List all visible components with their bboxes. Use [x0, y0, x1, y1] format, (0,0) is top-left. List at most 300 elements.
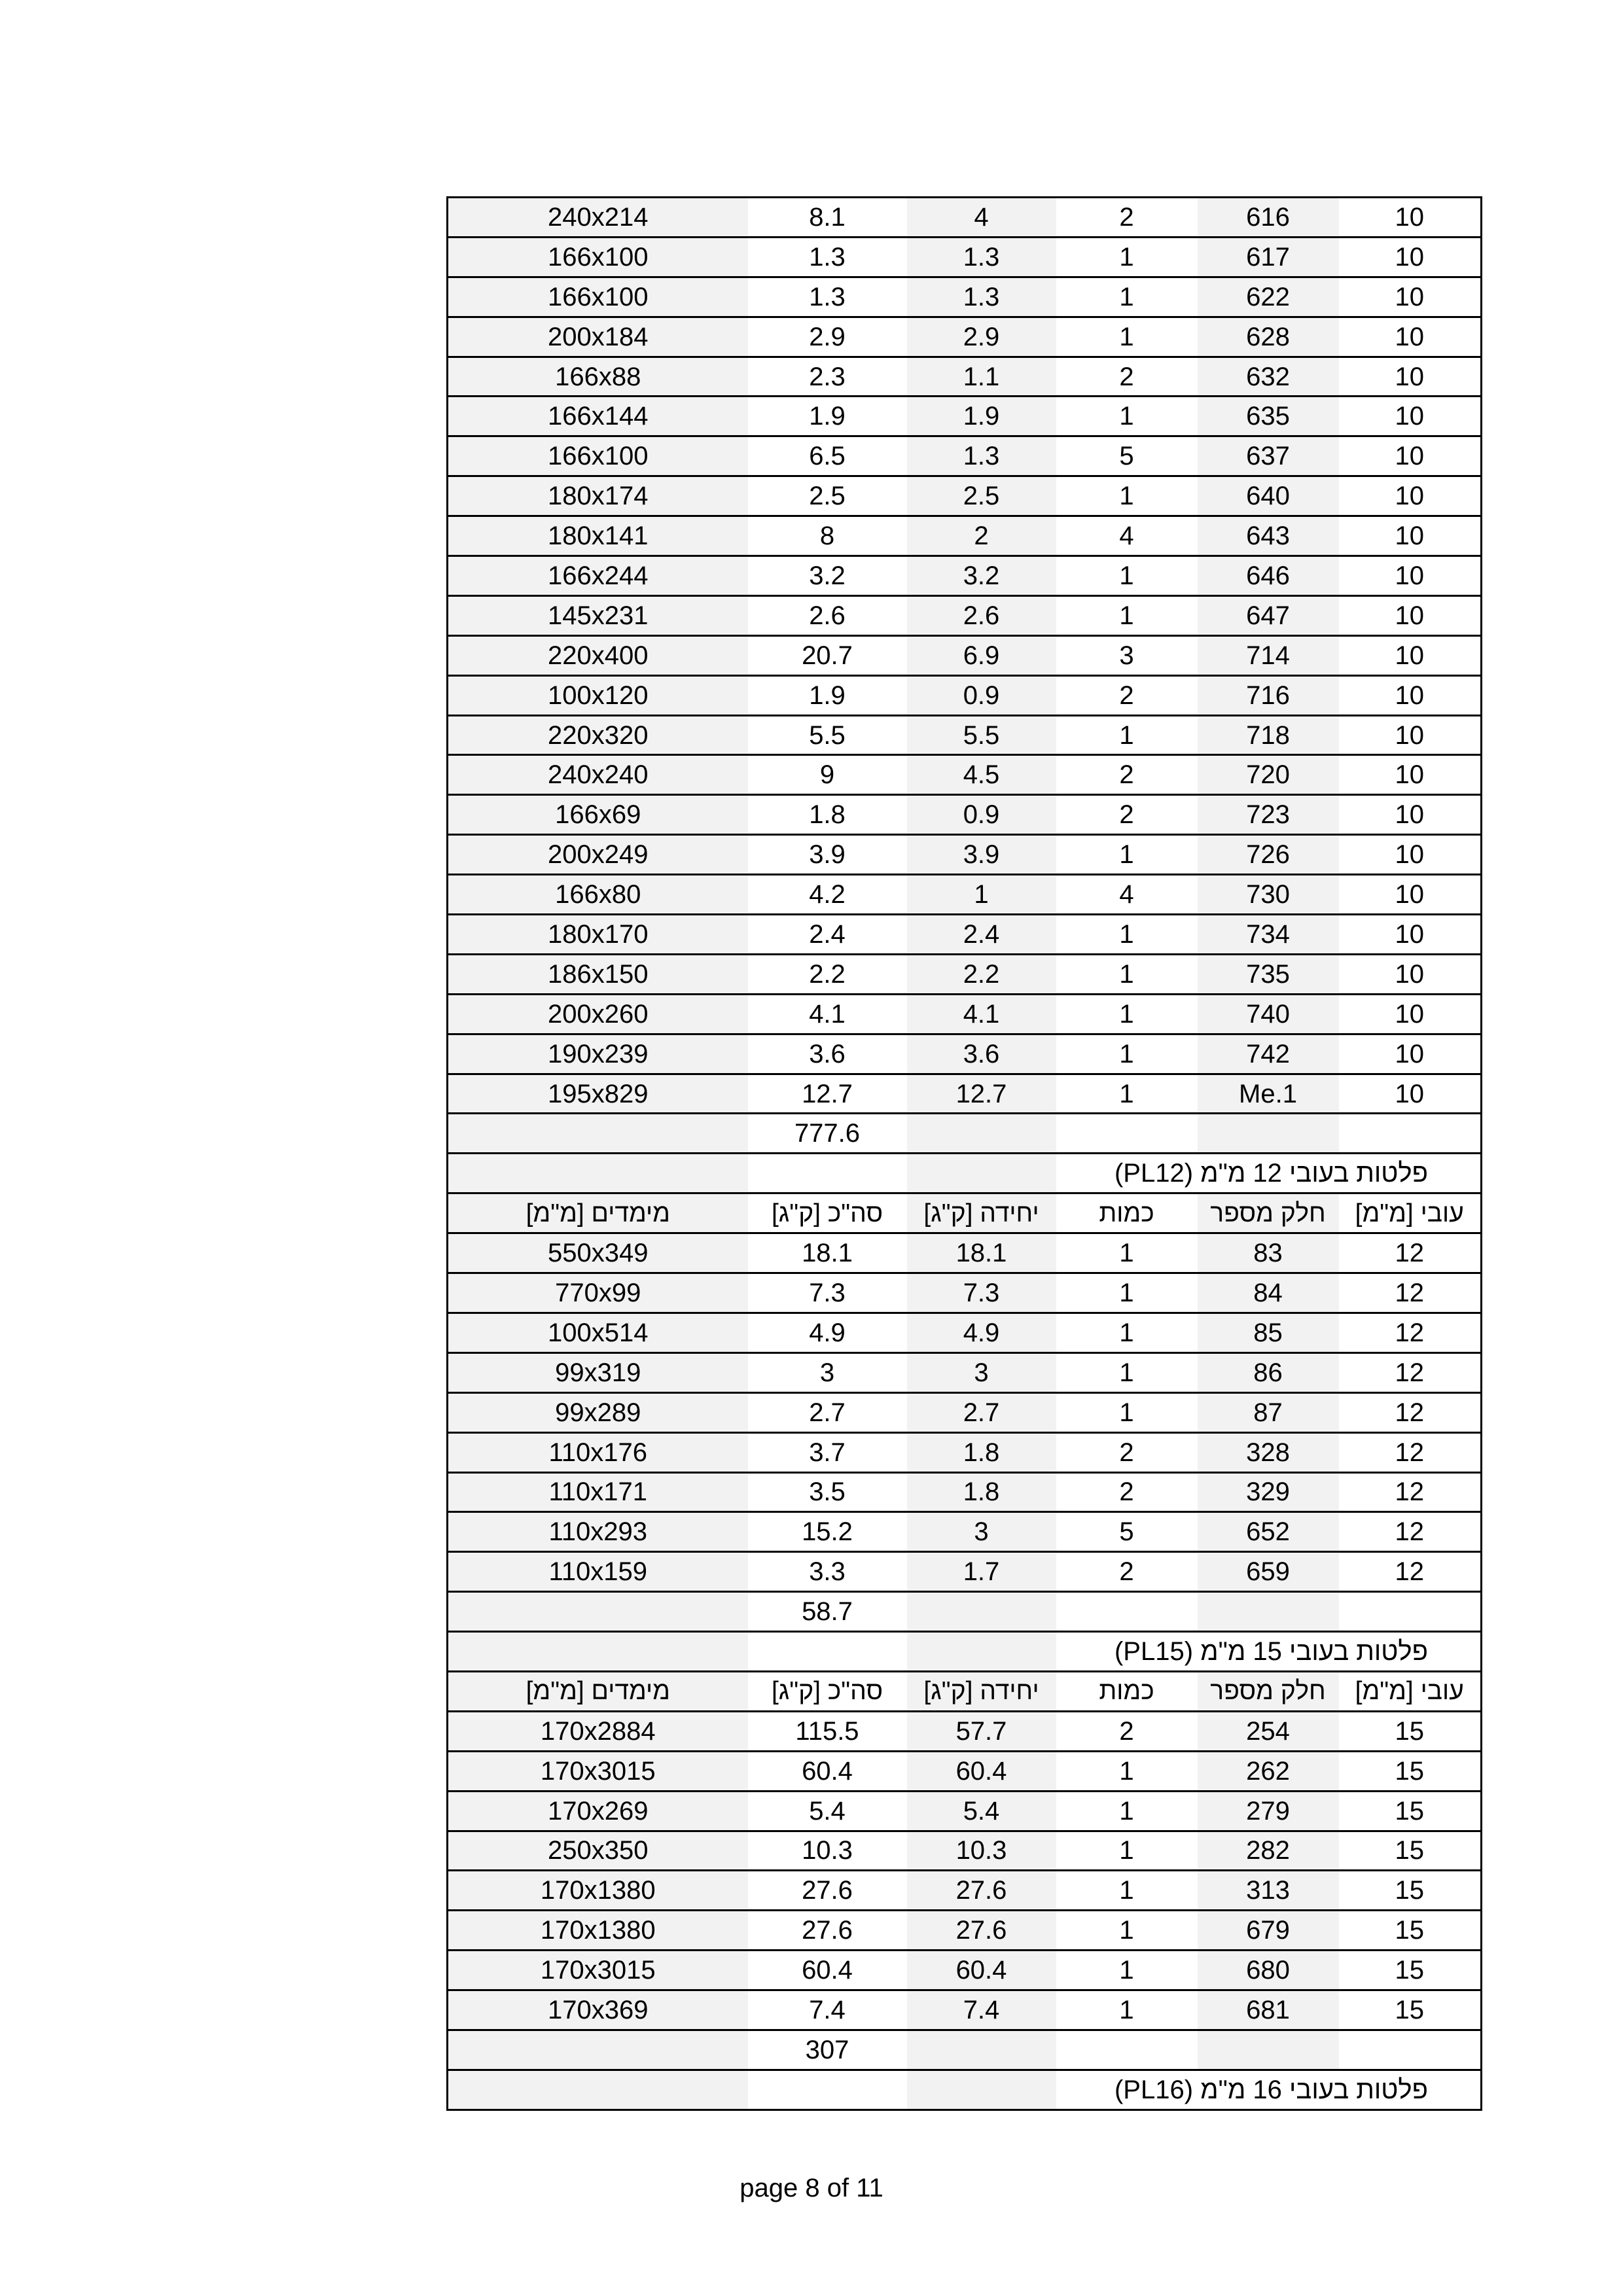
unit-weight-cell: 2.7 [907, 1392, 1056, 1432]
quantity-cell: 2 [1056, 1711, 1198, 1751]
quantity-cell: 1 [1056, 1313, 1198, 1352]
part-number-cell: 740 [1198, 994, 1339, 1034]
total-weight-cell: 8 [748, 516, 907, 556]
part-number-cell: 718 [1198, 715, 1339, 755]
quantity-cell: 1 [1056, 954, 1198, 994]
part-number-cell: 652 [1198, 1512, 1339, 1552]
quantity-cell: 1 [1056, 1034, 1198, 1074]
empty-cell [448, 1114, 748, 1154]
table-row [448, 1831, 1482, 1871]
section-title-cell [1056, 1632, 1482, 1672]
empty-cell [748, 1632, 907, 1672]
total-weight-cell: 6.5 [748, 436, 907, 476]
part-number-cell: 282 [1198, 1831, 1339, 1871]
part-number-cell: 723 [1198, 795, 1339, 835]
empty-cell [448, 1632, 748, 1672]
table-row [448, 516, 1482, 556]
total-weight-cell: 7.3 [748, 1273, 907, 1313]
unit-weight-cell: 2.5 [907, 476, 1056, 516]
unit-weight-cell: 1.8 [907, 1432, 1056, 1472]
dimensions-cell: 145x231 [448, 595, 748, 635]
dimensions-cell: 166x80 [448, 875, 748, 915]
part-number-cell: 646 [1198, 556, 1339, 596]
subtotal-row [448, 1592, 1482, 1632]
unit-weight-cell: 1 [907, 875, 1056, 915]
dimensions-cell: 220x320 [448, 715, 748, 755]
part-number-cell: 647 [1198, 595, 1339, 635]
dimensions-cell: 250x350 [448, 1831, 748, 1871]
total-weight-cell: 1.3 [748, 237, 907, 277]
section-title-cell [1056, 2070, 1482, 2110]
unit-weight-cell: 1.3 [907, 277, 1056, 317]
empty-cell [748, 1154, 907, 1193]
quantity-cell: 1 [1056, 476, 1198, 516]
unit-weight-cell: 3 [907, 1352, 1056, 1392]
total-weight-cell: 10.3 [748, 1831, 907, 1871]
dimensions-cell: 180x141 [448, 516, 748, 556]
quantity-cell: 1 [1056, 1951, 1198, 1990]
empty-cell [1339, 1114, 1482, 1154]
dimensions-cell: 99x319 [448, 1352, 748, 1392]
total-weight-cell: 115.5 [748, 1711, 907, 1751]
table-row [448, 994, 1482, 1034]
total-weight-cell: 1.8 [748, 795, 907, 835]
unit-weight-cell: 4.1 [907, 994, 1056, 1034]
section-title-cell [1056, 1154, 1482, 1193]
thickness-cell: 12 [1339, 1392, 1482, 1432]
dimensions-cell: 170x1380 [448, 1871, 748, 1911]
part-number-cell: 734 [1198, 915, 1339, 955]
table-row [448, 954, 1482, 994]
total-weight-cell: 3.3 [748, 1552, 907, 1592]
dimensions-cell: 166x244 [448, 556, 748, 596]
dimensions-cell: 170x1380 [448, 1911, 748, 1951]
quantity-cell: 1 [1056, 915, 1198, 955]
total-weight-cell: 20.7 [748, 635, 907, 675]
table-header-row [448, 1671, 1482, 1711]
quantity-cell: 5 [1056, 1512, 1198, 1552]
table-row [448, 675, 1482, 715]
empty-cell [1056, 1592, 1198, 1632]
thickness-cell: 10 [1339, 317, 1482, 357]
unit-weight-cell: 2.2 [907, 954, 1056, 994]
total-weight-cell: 7.4 [748, 1990, 907, 2030]
dimensions-cell: 99x289 [448, 1392, 748, 1432]
table-row [448, 1871, 1482, 1911]
empty-cell [1339, 2030, 1482, 2070]
part-number-cell: 313 [1198, 1871, 1339, 1911]
empty-cell [1198, 1114, 1339, 1154]
total-weight-cell: 2.5 [748, 476, 907, 516]
table-row [448, 237, 1482, 277]
total-weight-cell: 18.1 [748, 1233, 907, 1273]
total-weight-cell: 1.3 [748, 277, 907, 317]
quantity-cell: 1 [1056, 277, 1198, 317]
column-header: עובי [מ"מ] [1339, 1671, 1482, 1711]
quantity-cell: 3 [1056, 635, 1198, 675]
thickness-cell: 15 [1339, 1751, 1482, 1791]
subtotal-value: 58.7 [748, 1592, 907, 1632]
total-weight-cell: 27.6 [748, 1911, 907, 1951]
part-number-cell: 742 [1198, 1034, 1339, 1074]
unit-weight-cell: 3.6 [907, 1034, 1056, 1074]
table-row [448, 795, 1482, 835]
dimensions-cell: 170x3015 [448, 1951, 748, 1990]
part-number-cell: 85 [1198, 1313, 1339, 1352]
table-row [448, 198, 1482, 238]
dimensions-cell: 200x260 [448, 994, 748, 1034]
quantity-cell: 5 [1056, 436, 1198, 476]
total-weight-cell: 27.6 [748, 1871, 907, 1911]
section-title-row [448, 2070, 1482, 2110]
empty-cell [907, 1154, 1056, 1193]
unit-weight-cell: 0.9 [907, 795, 1056, 835]
quantity-cell: 1 [1056, 994, 1198, 1034]
dimensions-cell: 166x144 [448, 397, 748, 436]
column-header: סה"כ [ק"ג] [748, 1193, 907, 1233]
total-weight-cell: 4.9 [748, 1313, 907, 1352]
thickness-cell: 10 [1339, 277, 1482, 317]
unit-weight-cell: 3.9 [907, 835, 1056, 875]
part-number-cell: 616 [1198, 198, 1339, 238]
quantity-cell: 1 [1056, 835, 1198, 875]
table-header-row [448, 1193, 1482, 1233]
table-row [448, 1990, 1482, 2030]
unit-weight-cell: 27.6 [907, 1871, 1056, 1911]
thickness-cell: 10 [1339, 556, 1482, 596]
quantity-cell: 2 [1056, 795, 1198, 835]
thickness-cell: 15 [1339, 1951, 1482, 1990]
empty-cell [448, 2070, 748, 2110]
section-title: פלטות בעובי 16 מ"מ (PL16) [1114, 2075, 1428, 2104]
subtotal-row [448, 1114, 1482, 1154]
dimensions-cell: 770x99 [448, 1273, 748, 1313]
part-number-cell: 328 [1198, 1432, 1339, 1472]
table-row [448, 1552, 1482, 1592]
quantity-cell: 2 [1056, 755, 1198, 795]
dimensions-cell: 100x120 [448, 675, 748, 715]
table-row [448, 1432, 1482, 1472]
unit-weight-cell: 1.8 [907, 1472, 1056, 1512]
unit-weight-cell: 5.4 [907, 1791, 1056, 1831]
part-number-cell: 635 [1198, 397, 1339, 436]
dimensions-cell: 186x150 [448, 954, 748, 994]
table-row [448, 317, 1482, 357]
dimensions-cell: 100x514 [448, 1313, 748, 1352]
thickness-cell: 10 [1339, 675, 1482, 715]
part-number-cell: 628 [1198, 317, 1339, 357]
quantity-cell: 1 [1056, 1273, 1198, 1313]
quantity-cell: 2 [1056, 1472, 1198, 1512]
part-number-cell: 632 [1198, 357, 1339, 397]
dimensions-cell: 170x2884 [448, 1711, 748, 1751]
dimensions-cell: 166x100 [448, 237, 748, 277]
total-weight-cell: 3.2 [748, 556, 907, 596]
quantity-cell: 1 [1056, 1352, 1198, 1392]
part-number-cell: 262 [1198, 1751, 1339, 1791]
total-weight-cell: 2.4 [748, 915, 907, 955]
empty-cell [448, 2030, 748, 2070]
part-number-cell: 720 [1198, 755, 1339, 795]
unit-weight-cell: 7.3 [907, 1273, 1056, 1313]
thickness-cell: 10 [1339, 595, 1482, 635]
total-weight-cell: 3 [748, 1352, 907, 1392]
total-weight-cell: 3.7 [748, 1432, 907, 1472]
unit-weight-cell: 10.3 [907, 1831, 1056, 1871]
quantity-cell: 2 [1056, 198, 1198, 238]
unit-weight-cell: 0.9 [907, 675, 1056, 715]
section-title: פלטות בעובי 15 מ"מ (PL15) [1114, 1637, 1428, 1666]
part-number-cell: 716 [1198, 675, 1339, 715]
unit-weight-cell: 1.1 [907, 357, 1056, 397]
quantity-cell: 1 [1056, 1791, 1198, 1831]
table-row [448, 1313, 1482, 1352]
total-weight-cell: 4.1 [748, 994, 907, 1034]
part-number-cell: 679 [1198, 1911, 1339, 1951]
table-row [448, 397, 1482, 436]
part-number-cell: 329 [1198, 1472, 1339, 1512]
unit-weight-cell: 2.9 [907, 317, 1056, 357]
table-row [448, 875, 1482, 915]
dimensions-cell: 200x184 [448, 317, 748, 357]
column-header: עובי [מ"מ] [1339, 1193, 1482, 1233]
thickness-cell: 15 [1339, 1831, 1482, 1871]
thickness-cell: 12 [1339, 1512, 1482, 1552]
quantity-cell: 1 [1056, 1392, 1198, 1432]
quantity-cell: 1 [1056, 1831, 1198, 1871]
table-row [448, 755, 1482, 795]
table-row [448, 476, 1482, 516]
thickness-cell: 12 [1339, 1352, 1482, 1392]
quantity-cell: 2 [1056, 675, 1198, 715]
empty-cell [1198, 1592, 1339, 1632]
empty-cell [907, 1632, 1056, 1672]
dimensions-cell: 166x100 [448, 277, 748, 317]
unit-weight-cell: 18.1 [907, 1233, 1056, 1273]
dimensions-cell: 170x369 [448, 1990, 748, 2030]
total-weight-cell: 2.6 [748, 595, 907, 635]
section-title-row [448, 1154, 1482, 1193]
unit-weight-cell: 60.4 [907, 1751, 1056, 1791]
dimensions-cell: 180x170 [448, 915, 748, 955]
part-number-cell: 680 [1198, 1951, 1339, 1990]
total-weight-cell: 5.5 [748, 715, 907, 755]
total-weight-cell: 9 [748, 755, 907, 795]
quantity-cell: 1 [1056, 556, 1198, 596]
thickness-cell: 10 [1339, 715, 1482, 755]
total-weight-cell: 2.9 [748, 317, 907, 357]
empty-cell [907, 2030, 1056, 2070]
part-number-cell: 254 [1198, 1711, 1339, 1751]
part-number-cell: 637 [1198, 436, 1339, 476]
total-weight-cell: 4.2 [748, 875, 907, 915]
thickness-cell: 15 [1339, 1871, 1482, 1911]
dimensions-cell: 110x176 [448, 1432, 748, 1472]
total-weight-cell: 3.5 [748, 1472, 907, 1512]
unit-weight-cell: 4 [907, 198, 1056, 238]
table-row [448, 436, 1482, 476]
part-number-cell: 87 [1198, 1392, 1339, 1432]
total-weight-cell: 2.3 [748, 357, 907, 397]
column-header: יחידה [ק"ג] [907, 1671, 1056, 1711]
table-row [448, 1512, 1482, 1552]
dimensions-cell: 240x240 [448, 755, 748, 795]
thickness-cell: 10 [1339, 1074, 1482, 1114]
part-number-cell: 714 [1198, 635, 1339, 675]
thickness-cell: 10 [1339, 516, 1482, 556]
part-number-cell: 681 [1198, 1990, 1339, 2030]
dimensions-cell: 550x349 [448, 1233, 748, 1273]
unit-weight-cell: 2 [907, 516, 1056, 556]
unit-weight-cell: 1.3 [907, 237, 1056, 277]
quantity-cell: 1 [1056, 397, 1198, 436]
dimensions-cell: 180x174 [448, 476, 748, 516]
unit-weight-cell: 60.4 [907, 1951, 1056, 1990]
thickness-cell: 10 [1339, 357, 1482, 397]
table-row [448, 1791, 1482, 1831]
unit-weight-cell: 12.7 [907, 1074, 1056, 1114]
dimensions-cell: 240x214 [448, 198, 748, 238]
table-row [448, 835, 1482, 875]
part-number-cell: 659 [1198, 1552, 1339, 1592]
part-number-cell: 83 [1198, 1233, 1339, 1273]
table-row [448, 1233, 1482, 1273]
table-row [448, 1472, 1482, 1512]
table-row [448, 1951, 1482, 1990]
quantity-cell: 1 [1056, 715, 1198, 755]
quantity-cell: 2 [1056, 357, 1198, 397]
table-row [448, 357, 1482, 397]
empty-cell [448, 1154, 748, 1193]
thickness-cell: 10 [1339, 915, 1482, 955]
thickness-cell: 10 [1339, 795, 1482, 835]
unit-weight-cell: 2.4 [907, 915, 1056, 955]
part-number-cell: 84 [1198, 1273, 1339, 1313]
unit-weight-cell: 1.7 [907, 1552, 1056, 1592]
quantity-cell: 4 [1056, 875, 1198, 915]
section-title-row [448, 1632, 1482, 1672]
part-number-cell: 735 [1198, 954, 1339, 994]
table-row [448, 1711, 1482, 1751]
quantity-cell: 1 [1056, 237, 1198, 277]
unit-weight-cell: 4.9 [907, 1313, 1056, 1352]
empty-cell [907, 2070, 1056, 2110]
dimensions-cell: 110x293 [448, 1512, 748, 1552]
page-footer: page 8 of 11 [740, 2174, 883, 2202]
column-header: כמות [1056, 1193, 1198, 1233]
column-header: חלק מספר [1198, 1193, 1339, 1233]
section-title: פלטות בעובי 12 מ"מ (PL12) [1114, 1159, 1428, 1188]
table-row [448, 1273, 1482, 1313]
total-weight-cell: 12.7 [748, 1074, 907, 1114]
total-weight-cell: 60.4 [748, 1951, 907, 1990]
thickness-cell: 10 [1339, 875, 1482, 915]
table-row [448, 1911, 1482, 1951]
thickness-cell: 15 [1339, 1791, 1482, 1831]
part-number-cell: 86 [1198, 1352, 1339, 1392]
total-weight-cell: 8.1 [748, 198, 907, 238]
thickness-cell: 10 [1339, 476, 1482, 516]
quantity-cell: 1 [1056, 595, 1198, 635]
empty-cell [1198, 2030, 1339, 2070]
table-row [448, 635, 1482, 675]
dimensions-cell: 170x3015 [448, 1751, 748, 1791]
column-header: מימדים [מ"מ] [448, 1671, 748, 1711]
table-row [448, 595, 1482, 635]
total-weight-cell: 1.9 [748, 397, 907, 436]
empty-cell [1056, 1114, 1198, 1154]
thickness-cell: 10 [1339, 397, 1482, 436]
quantity-cell: 1 [1056, 1233, 1198, 1273]
unit-weight-cell: 1.9 [907, 397, 1056, 436]
column-header: כמות [1056, 1671, 1198, 1711]
table-row [448, 1074, 1482, 1114]
quantity-cell: 1 [1056, 1074, 1198, 1114]
empty-cell [907, 1114, 1056, 1154]
thickness-cell: 10 [1339, 1034, 1482, 1074]
dimensions-cell: 110x159 [448, 1552, 748, 1592]
table-row [448, 915, 1482, 955]
thickness-cell: 12 [1339, 1472, 1482, 1512]
table-row [448, 1352, 1482, 1392]
part-number-cell: 617 [1198, 237, 1339, 277]
total-weight-cell: 3.9 [748, 835, 907, 875]
thickness-cell: 10 [1339, 198, 1482, 238]
unit-weight-cell: 4.5 [907, 755, 1056, 795]
subtotal-value: 307 [748, 2030, 907, 2070]
empty-cell [1339, 1592, 1482, 1632]
column-header: מימדים [מ"מ] [448, 1193, 748, 1233]
parts-table [446, 196, 1482, 2111]
quantity-cell: 1 [1056, 1911, 1198, 1951]
table-row [448, 1392, 1482, 1432]
unit-weight-cell: 2.6 [907, 595, 1056, 635]
unit-weight-cell: 5.5 [907, 715, 1056, 755]
part-number-cell: 730 [1198, 875, 1339, 915]
thickness-cell: 10 [1339, 755, 1482, 795]
total-weight-cell: 3.6 [748, 1034, 907, 1074]
quantity-cell: 4 [1056, 516, 1198, 556]
part-number-cell: 643 [1198, 516, 1339, 556]
dimensions-cell: 166x69 [448, 795, 748, 835]
dimensions-cell: 220x400 [448, 635, 748, 675]
thickness-cell: 15 [1339, 1911, 1482, 1951]
dimensions-cell: 170x269 [448, 1791, 748, 1831]
thickness-cell: 12 [1339, 1233, 1482, 1273]
quantity-cell: 1 [1056, 317, 1198, 357]
thickness-cell: 12 [1339, 1313, 1482, 1352]
empty-cell [748, 2070, 907, 2110]
dimensions-cell: 166x88 [448, 357, 748, 397]
column-header: יחידה [ק"ג] [907, 1193, 1056, 1233]
dimensions-cell: 190x239 [448, 1034, 748, 1074]
unit-weight-cell: 27.6 [907, 1911, 1056, 1951]
part-number-cell: 726 [1198, 835, 1339, 875]
thickness-cell: 10 [1339, 994, 1482, 1034]
subtotal-value: 777.6 [748, 1114, 907, 1154]
table-row [448, 277, 1482, 317]
total-weight-cell: 1.9 [748, 675, 907, 715]
table-row [448, 715, 1482, 755]
unit-weight-cell: 57.7 [907, 1711, 1056, 1751]
quantity-cell: 2 [1056, 1432, 1198, 1472]
quantity-cell: 1 [1056, 1990, 1198, 2030]
dimensions-cell: 166x100 [448, 436, 748, 476]
empty-cell [907, 1592, 1056, 1632]
thickness-cell: 12 [1339, 1552, 1482, 1592]
part-number-cell: 622 [1198, 277, 1339, 317]
table-row [448, 556, 1482, 596]
